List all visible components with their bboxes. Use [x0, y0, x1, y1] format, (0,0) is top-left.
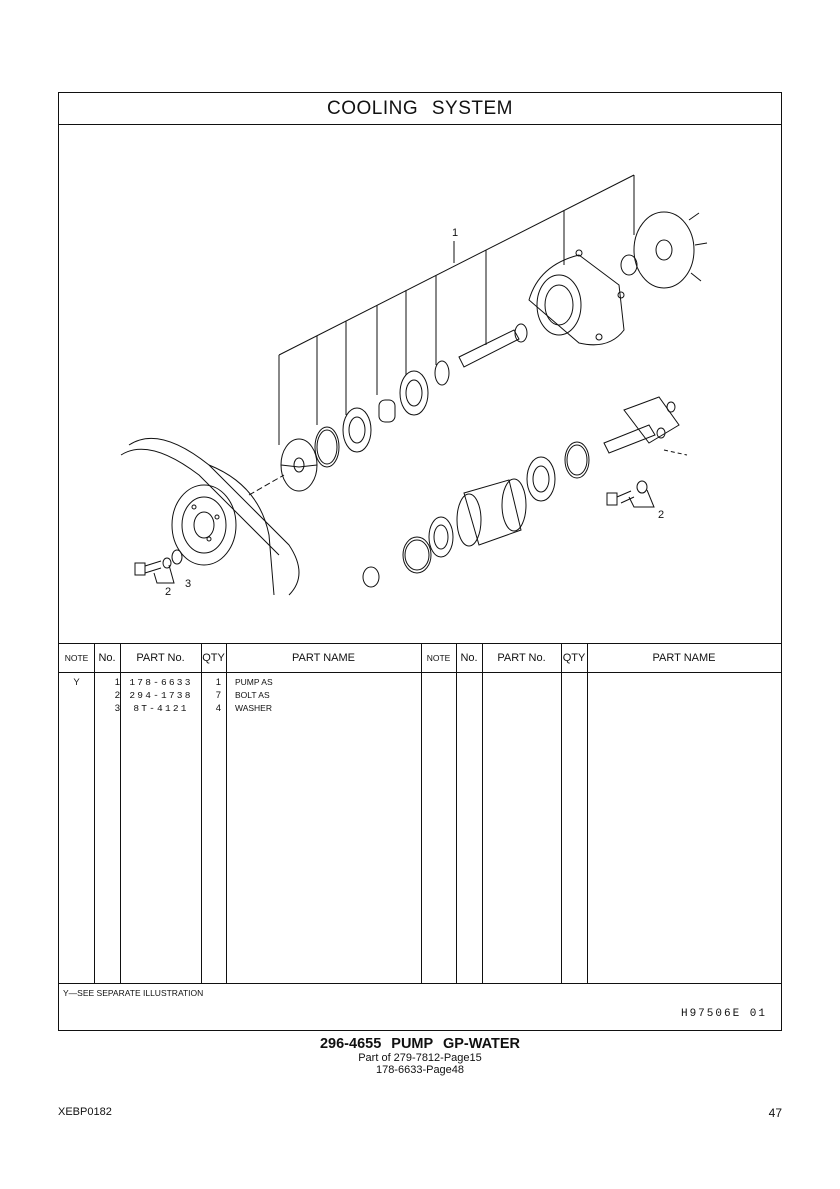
col-divider [587, 644, 588, 984]
header-qty-right: QTY [562, 652, 586, 664]
callout-1: 1 [452, 227, 459, 239]
table-row [59, 676, 421, 689]
parts-table [59, 643, 781, 983]
callout-2-right: 2 [658, 509, 665, 521]
row-no: 1 [114, 677, 120, 688]
header-no-right: No. [460, 652, 478, 664]
col-divider [421, 644, 422, 984]
row-qty: 7 [215, 690, 221, 701]
header-partno-left: PART No. [136, 652, 185, 664]
footnote-text: Y—SEE SEPARATE ILLUSTRATION [63, 988, 204, 998]
col-divider [561, 644, 562, 984]
table-row [59, 689, 421, 702]
document-number: XEBP0182 [58, 1106, 112, 1118]
col-divider [456, 644, 457, 984]
illustration-reference: H97506E 01 [680, 1008, 767, 1020]
header-note-right: NOTE [426, 653, 451, 663]
row-part-no: 8T-4121 [133, 703, 189, 714]
row-part-name: PUMP AS [235, 677, 273, 687]
group-child-ref: 178-6633-Page48 [375, 1064, 465, 1076]
group-caption [0, 1036, 840, 1076]
header-no-left: No. [98, 652, 116, 664]
parts-page-frame [58, 92, 782, 1031]
row-part-name: WASHER [235, 703, 272, 713]
header-qty-left: QTY [202, 652, 225, 664]
row-part-no: 294-1738 [129, 690, 193, 701]
header-partname-left: PART NAME [292, 652, 355, 664]
header-partname-right: PART NAME [652, 652, 716, 664]
pump-exploded-drawing [59, 125, 781, 643]
callout-3: 3 [185, 578, 192, 590]
header-note-left: NOTE [64, 653, 89, 663]
row-qty: 4 [215, 703, 221, 714]
group-title: 296-4655 PUMP GP-WATER [319, 1036, 521, 1052]
callout-2-left: 2 [165, 586, 172, 598]
header-partno-right: PART No. [497, 652, 546, 664]
footnote-area [59, 983, 781, 1032]
row-qty: 1 [215, 677, 221, 688]
row-no: 3 [114, 703, 120, 714]
parts-table-header [59, 644, 781, 673]
row-part-name: BOLT AS [235, 690, 270, 700]
page-title: COOLING SYSTEM [59, 93, 781, 125]
row-note: Y [73, 677, 80, 688]
col-divider [482, 644, 483, 984]
row-no: 2 [114, 690, 120, 701]
table-row [59, 702, 421, 715]
page-number: 47 [768, 1106, 782, 1120]
group-parent-ref: Part of 279-7812-Page15 [358, 1052, 482, 1064]
exploded-view-illustration [59, 125, 781, 643]
row-part-no: 178-6633 [129, 677, 193, 688]
